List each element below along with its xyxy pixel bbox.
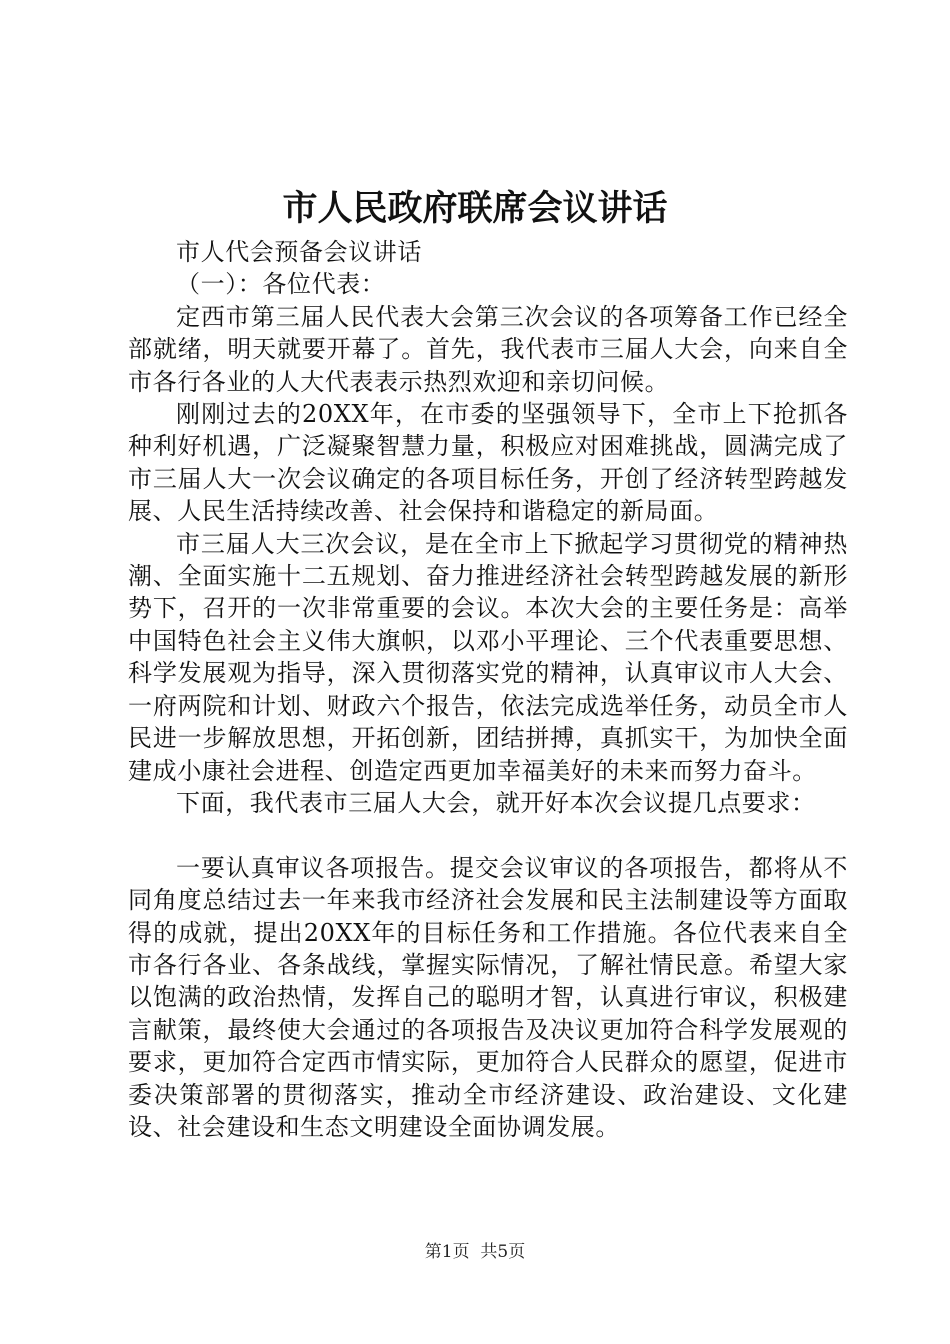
paragraph-salutation: （一）：各位代表： [176, 270, 386, 299]
paragraph-review: 刚刚过去的20XX年，在市委的坚强领导下，全市上下抢抓各种利好机遇，广泛凝聚智慧力量，积极应对困难挑战，圆满完成了市三届人大一次会议确定的各项目标任务，开创了经济转型跨越发展、人民生活持续改善、社会保持和谐稳定的新局面。 [128, 400, 848, 526]
paragraph-spacer [128, 819, 848, 851]
page-number-label: 第1页 共5页 [424, 1242, 526, 1262]
paragraph-subtitle: 市人代会预备会议讲话 [176, 238, 422, 266]
document-body [128, 236, 848, 1143]
paragraph-meeting-purpose: 市三届人大三次会议，是在全市上下掀起学习贯彻党的精神热潮、全面实施十二五规划、奋力推进经济社会转型跨越发展的新形势下，召开的一次非常重要的会议。本次大会的主要任务是：高举中国特色社会主义伟大旗帜，以邓小平理论、三个代表重要思想、科学发展观为指导，深入贯彻落实党的精神，认真审议市人大会、一府两院和计划、财政六个报告，依法完成选举任务，动员全市人民进一步解放思想，开拓创新，团结拼搏，真抓实干，为加快全面建成小康社会进程、创造定西更加幸福美好的未来而努力奋斗。 [128, 529, 848, 785]
document-title: 市人民政府联席会议讲话 [282, 188, 668, 229]
page-footer [0, 1240, 950, 1264]
paragraph-requirement-one: 一要认真审议各项报告。提交会议审议的各项报告，都将从不同角度总结过去一年来我市经济社会发展和民主法制建设等方面取得的成就，提出20XX年的目标任务和工作措施。各位代表来自全市各行各业、各条战线，掌握实际情况，了解社情民意。希望大家以饱满的政治热情，发挥自己的聪明才智，认真进行审议，积极建言献策，最终使大会通过的各项报告及决议更加符合科学发展观的要求，更加符合定西市情实际，更加符合人民群众的愿望，促进市委决策部署的贯彻落实，推动全市经济建设、政治建设、文化建设、社会建设和生态文明建设全面协调发展。 [128, 853, 848, 1141]
paragraph-opening: 定西市第三届人民代表大会第三次会议的各项筹备工作已经全部就绪，明天就要开幕了。首先，我代表市三届人大会，向来自全市各行各业的人大代表表示热烈欢迎和亲切问候。 [128, 302, 848, 396]
paragraph-requirements-intro: 下面，我代表市三届人大会，就开好本次会议提几点要求： [176, 788, 816, 817]
